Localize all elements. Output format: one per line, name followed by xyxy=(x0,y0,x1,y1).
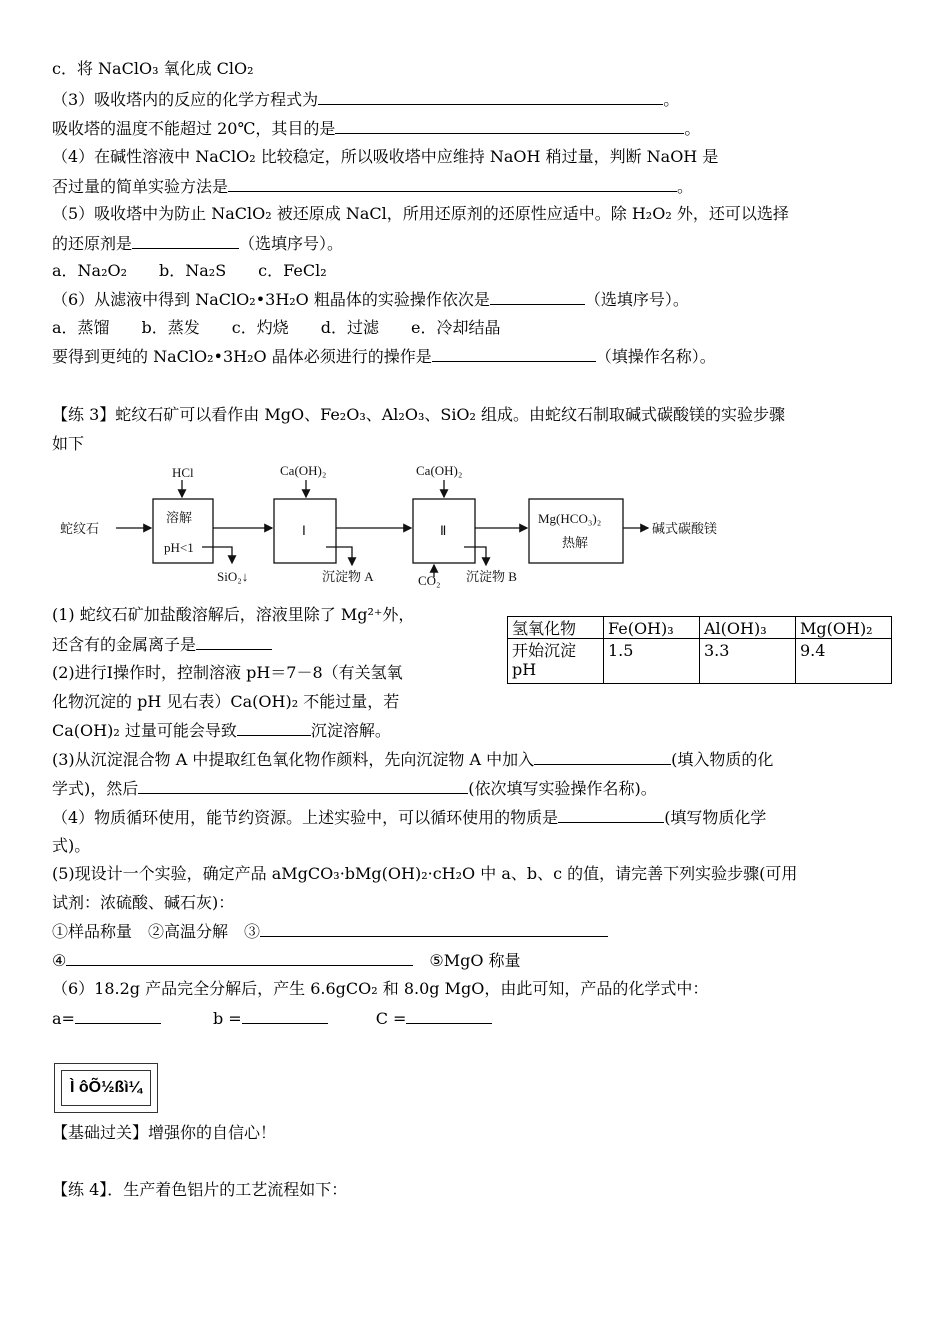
table-cell: 1.5 xyxy=(604,639,700,684)
flow-hcl-label: HCl xyxy=(172,465,194,480)
q3-line: （3）吸收塔内的反应的化学方程式为 。 xyxy=(52,90,680,109)
ex3-q4: （4）物质循环使用，能节约资源。上述实验中，可以循环使用的物质是 (填写物质化学 xyxy=(52,808,767,827)
table-cell: 9.4 xyxy=(796,639,892,684)
hydroxide-ph-table xyxy=(507,616,892,684)
flow-box1-ph: pH<1 xyxy=(164,540,194,555)
answer-blank[interactable] xyxy=(432,346,596,362)
table-cell: Fe(OH)₃ xyxy=(604,617,700,639)
table-cell: 开始沉淀 pH xyxy=(508,639,604,684)
ex3-q2-2: 化物沉淀的 pH 见右表）Ca(OH)₂ 不能过量，若 xyxy=(52,692,400,711)
ex3-q6-answers: a= b = C = xyxy=(52,1008,492,1029)
table-row xyxy=(508,639,892,684)
ex3-q5: (5)现设计一个实验，确定产品 aMgCO₃·bMg(OH)₂·cH₂O 中 a、b、c 的值，请完善下列实验步骤(可用 xyxy=(52,864,798,883)
answer-blank[interactable] xyxy=(132,233,239,249)
flow-step1-label: Ⅰ xyxy=(302,523,306,538)
answer-blank[interactable] xyxy=(260,921,608,937)
table-cell: Al(OH)₃ xyxy=(700,617,796,639)
basics-heading: 【基础过关】增强你的自信心！ xyxy=(52,1123,277,1142)
flow-sio2-label: SiO₂↓ xyxy=(217,569,249,584)
flow-precipitate-a: 沉淀物 A xyxy=(322,569,374,584)
q-line-c: c．将 NaClO₃ 氧化成 ClO₂ xyxy=(52,59,254,78)
flow-step2-label: Ⅱ xyxy=(440,523,447,538)
answer-blank[interactable] xyxy=(558,807,664,823)
answer-blank[interactable] xyxy=(75,1008,161,1024)
ex3-q2: (2)进行Ⅰ操作时，控制溶液 pH＝7－8（有关氢氧 xyxy=(52,663,403,682)
exercise3-intro: 【练 3】蛇纹石矿可以看作由 MgO、Fe₂O₃、Al₂O₃、SiO₂ 组成。由蛇纹石制取碱式碳酸镁的实验步骤 xyxy=(52,405,786,424)
flow-output-label: 碱式碳酸镁 xyxy=(652,521,718,536)
ex3-q5-3: ①样品称量 ②高温分解 ③ xyxy=(52,921,608,942)
ex3-q5-4: ④ ⑤MgO 称量 xyxy=(52,951,521,970)
ex3-q3-2: 学式)，然后 (依次填写实验操作名称)。 xyxy=(52,779,657,798)
flow-precipitate-b: 沉淀物 B xyxy=(466,569,517,584)
section-stamp-text: Ì ôÕ½ßì¼ xyxy=(61,1070,151,1106)
q6-line-2: 要得到更纯的 NaClO₂•3H₂O 晶体必须进行的操作是 （填操作名称）。 xyxy=(52,347,716,366)
ex3-q1: (1) 蛇纹石矿加盐酸溶解后，溶液里除了 Mg²⁺外， xyxy=(52,605,415,624)
answer-blank[interactable] xyxy=(490,289,585,305)
arrow xyxy=(326,547,352,565)
q4-line-2: 否过量的简单实验方法是 。 xyxy=(52,177,694,196)
q6-options: a．蒸馏 b．蒸发 c．灼烧 d．过滤 e．冷却结晶 xyxy=(52,318,501,337)
answer-blank[interactable] xyxy=(318,89,663,105)
q6-line: （6）从滤液中得到 NaClO₂•3H₂O 粗晶体的实验操作依次是 （选填序号）。 xyxy=(52,290,689,309)
exercise4-heading: 【练 4】．生产着色铝片的工艺流程如下： xyxy=(52,1180,348,1199)
q5-line: （5）吸收塔中为防止 NaClO₂ 被还原成 NaCl，所用还原剂的还原性应适中。除 H₂O₂ 外，还可以选择 xyxy=(52,204,789,223)
answer-blank[interactable] xyxy=(66,950,413,966)
table-cell: Mg(OH)₂ xyxy=(796,617,892,639)
answer-blank[interactable] xyxy=(228,176,677,192)
q3-line-2: 吸收塔的温度不能超过 20℃，其目的是 。 xyxy=(52,119,701,138)
ex3-q6: （6）18.2g 产品完全分解后，产生 6.6gCO₂ 和 8.0g MgO，由此可知，产品的化学式中： xyxy=(52,979,709,998)
answer-blank[interactable] xyxy=(406,1008,492,1024)
answer-blank[interactable] xyxy=(534,749,671,765)
flow-box4-pyrolysis: 热解 xyxy=(562,535,589,550)
answer-blank[interactable] xyxy=(237,720,311,736)
answer-blank[interactable] xyxy=(138,778,468,794)
ex3-q2-3: Ca(OH)₂ 过量可能会导致 沉淀溶解。 xyxy=(52,721,391,740)
arrow xyxy=(202,547,232,563)
flow-box4-label: Mg(HCO₃)₂ xyxy=(538,511,602,526)
answer-blank[interactable] xyxy=(335,118,684,134)
ex3-q4-2: 式)。 xyxy=(52,836,91,855)
flow-co2-label: CO₂ xyxy=(418,573,441,588)
flow-box1-label: 溶解 xyxy=(166,510,193,525)
answer-blank[interactable] xyxy=(242,1008,328,1024)
q4-line: （4）在碱性溶液中 NaClO₂ 比较稳定，所以吸收塔中应维持 NaOH 稍过量，判断 NaOH 是 xyxy=(52,147,719,166)
ex3-q1-2: 还含有的金属离子是 xyxy=(52,634,272,655)
flow-caoh-label: Ca(OH)₂ xyxy=(416,463,463,478)
answer-blank[interactable] xyxy=(196,634,272,650)
section-stamp xyxy=(54,1063,158,1113)
process-flow-diagram xyxy=(52,455,772,590)
q5-options: a．Na₂O₂ b．Na₂S c．FeCl₂ xyxy=(52,261,327,280)
ex3-q3: (3)从沉淀混合物 A 中提取红色氧化物作颜料，先向沉淀物 A 中加入 (填入物质的化 xyxy=(52,750,774,769)
ex3-q5-2: 试剂：浓硫酸、碱石灰)： xyxy=(52,893,235,912)
table-cell: 3.3 xyxy=(700,639,796,684)
q5-line-2: 的还原剂是 （选填序号）。 xyxy=(52,234,344,253)
flow-input-label: 蛇纹石 xyxy=(60,521,100,536)
table-cell: 氢氧化物 xyxy=(508,617,604,639)
table-header-row xyxy=(508,617,892,639)
exercise3-intro-2: 如下 xyxy=(52,434,85,453)
pyrolysis-box xyxy=(529,499,623,563)
flow-caoh-label: Ca(OH)₂ xyxy=(280,463,327,478)
